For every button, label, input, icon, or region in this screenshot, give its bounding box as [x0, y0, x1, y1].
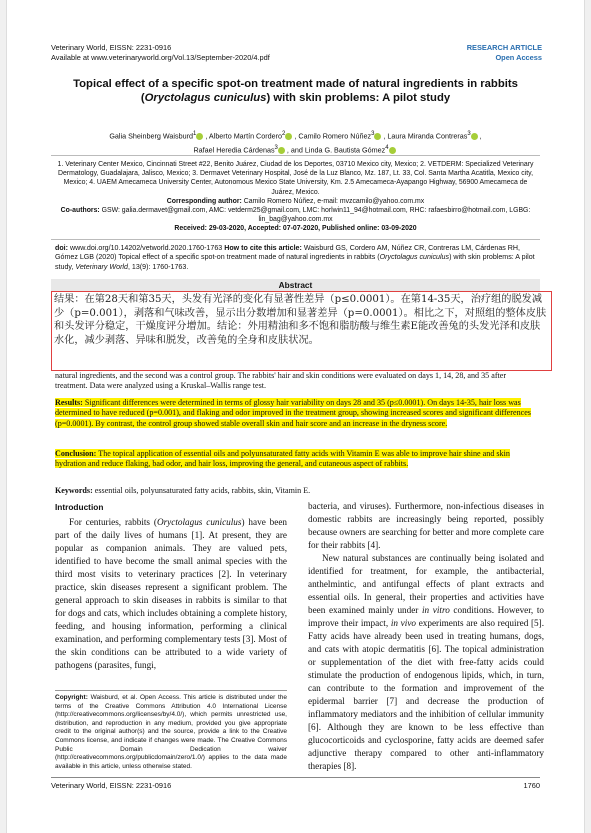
dates-line: Received: 29-03-2020, Accepted: 07-07-2020, Published online: 03-09-2020 [174, 225, 417, 233]
footer-journal: Veterinary World, EISSN: 2231-0916 [51, 781, 172, 790]
section-heading-introduction: Introduction [55, 502, 104, 512]
paper-title: Topical effect of a specific spot-on treatment made of natural ingredients in rabbits (Oryctolagus cuniculus) with skin problems: A pilot study [73, 78, 518, 104]
orcid-icon[interactable] [374, 133, 381, 140]
affiliations [55, 160, 536, 234]
divider [51, 239, 540, 240]
corresponding-author: Corresponding author: Camilo Romero Núñez, e-mail: mvzcamilo@yahoo.com.mx [166, 197, 425, 205]
paragraph: bacteria, and viruses). Furthermore, non-infectious diseases in domestic rabbits are increasingly being reported, possibly because owners are searching for better and more complete care for their rabbits [4]. [308, 501, 544, 550]
co-authors: Co-authors: GSW: galia.dermavet@gmail.com, AMC: vetderm25@gmail.com, LMC: horlwin11_94@hotmail.com, RHC: rafaesbirro@hotmail.com, LGBG: lin_bag@yahoo.com.mx [60, 207, 531, 224]
author-name: Galia Sheinberg Waisburd [109, 131, 193, 141]
author-name: Linda G. Bautista Gómez [304, 145, 386, 155]
divider [51, 155, 540, 156]
paragraph: New natural substances are continually being isolated and identified for treatment, for example, the antibacterial, anthelmintic, and antifungal effects of plant extracts and essential oils. In general, their properties and activities have been examined mainly under in vitro conditions. However, to improve their impact, in vivo experiments are also required [5]. Fatty acids have already been used in treating humans, dogs, and cats with atopic dermatitis [6]. The topical administration or supplementation of the diet with free-fatty acids could stimulate the production of endogenous lipids, which, in turn, can contribute to the formation and improvement of the epidermal barrier [7] and decrease the production of inflammatory mediators and the inhibition of cellular immunity [6]. Although they are known to be less effective than glucocorticoids and cyclosporine, fatty acids are deemed safer adjunctive therapy compared to other anti-inflammatory therapies [8]. [308, 553, 544, 771]
translation-overlay: 结果：在第28天和第35天，头发有光泽的变化有显著性差异（p≤0.0001）。在第14-35天，治疗组的脱发减少（p=0.001），剥落和气味改善，显示出分数增加和显著差异（p=0.0001）。相比之下，对照组的整体皮肤和头发评分稳定，干燥度评分增加。结论：外用精油和多不饱和脂肪酸与维生素E能改善兔的头发光泽和皮肤水化，减少剥落、异味和脱发，改善兔的全身和皮肤状况。 [51, 291, 552, 371]
article-type-header [467, 43, 542, 63]
orcid-icon[interactable] [196, 133, 203, 140]
footer-divider [51, 777, 540, 778]
author-name: Camilo Romero Núñez [298, 131, 372, 141]
page-number: 1760 [523, 781, 540, 790]
orcid-icon[interactable] [285, 133, 292, 140]
author-name: Laura Miranda Contreras [387, 131, 468, 141]
affiliation-text: 1. Veterinary Center Mexico, Cincinnati Street #22, Benito Juárez, Ciudad de los Deportes, 03710 Mexico city, Mexico; 2. VETDERM: Specialized Veterinary Dermatology, Guadalajara, Jalisco, Mexico; 3. Dermavet Veterinary Hospital, José de la Luz Blanco, Mz. 187, Lt. 33, Col. Santa Martha Acatitla, Mexico city, Mexico; 4. UAEM Amecameca University Center, Autonomous Mexico State University, Km. 2.5 Amecameca-Ayapango Highway, 56900 Amecameca de Juárez, Mexico. [57, 161, 534, 196]
author-name: Alberto Martín Cordero [208, 131, 283, 141]
abstract-heading: Abstract [51, 279, 540, 291]
journal-line: Veterinary World, EISSN: 2231-0916 [51, 43, 172, 52]
doi-link[interactable]: www.doi.org/10.14202/vetworld.2020.1760-1763 [69, 244, 223, 252]
body-column-right [308, 500, 544, 773]
author-list: Galia Sheinberg Waisburd$^1$ , Alberto Martín Cordero$^2$ , Camilo Romero Núñez$^3$ , Laura Miranda Contreras$^3$ , Rafael Heredia Cárdenas$^3$ , and Linda G. Bautista Gómez$^4$ [109, 131, 482, 155]
article-type: RESEARCH ARTICLE [466, 43, 542, 52]
paper-page [6, 0, 585, 833]
copyright-notice: Copyright: Waisburd, et al. Open Access. This article is distributed under the terms of the Creative Commons Attribution 4.0 International License (http://creativecommons.org/licenses/by/4.0/), which permits unrestricted use, distribution, and reproduction in any medium, provided you give appropriate credit to the original author(s) and the source, provide a link to the Creative Commons license, and indicate if changes were made. The Creative Commons Public Domain Dedication waiver (http://creativecommons.org/publicdomain/zero/1.0/) applies to the data made available in this article, unless otherwise stated. [55, 690, 287, 771]
abstract-methods-tail: natural ingredients, and the second was a control group. The rabbits' hair and skin conditions were evaluated on days 1, 14, 28, and 35 after treatment. Data were analyzed using a Kruskal–Wallis range test. [55, 371, 507, 391]
orcid-icon[interactable] [471, 133, 478, 140]
abstract-conclusion: Conclusion: The topical application of essential oils and polyunsaturated fatty acids with Vitamin E was able to improve hair shine and skin hydration and reduce flaking, bad odor, and hair loss, improving the general, and cutaneous aspect of rabbits. [55, 449, 510, 469]
available-line[interactable]: Available at www.veterinaryworld.org/Vol.13/September-2020/4.pdf [51, 53, 270, 62]
open-access-label: Open Access [495, 53, 542, 62]
body-column-left [55, 516, 287, 672]
keywords: Keywords: essential oils, polyunsaturated fatty acids, rabbits, skin, Vitamin E. [55, 486, 311, 495]
doi-citation: doi: www.doi.org/10.14202/vetworld.2020.1760-1763 How to cite this article: Waisburd GS, Cordero AM, Núñez CR, Contreras LM, Cárdenas RH, Gómez LGB (2020) Topical effect of a specific spot-on treatment made of natural ingredients in rabbits (Oryctolagus cuniculus) with skin problems: A pilot study, Veterinary World, 13(9): 1760-1763. [55, 244, 535, 271]
orcid-icon[interactable] [389, 147, 396, 154]
journal-header [51, 43, 270, 63]
author-name: Rafael Heredia Cárdenas [193, 145, 275, 155]
orcid-icon[interactable] [278, 147, 285, 154]
paragraph: For centuries, rabbits (Oryctolagus cuniculus) have been part of the daily lives of humans [1]. At present, they are popular as companion animals. They are valued pets, identified to have become the small animal species with the third most visits to veterinary practices [2]. In veterinary practice, skin diseases represent a significant problem. The general approach to skin diseases in rabbits is similar to that for dogs and cats, which includes obtaining a complete history, feeding, and housing information, performing a clinical examination, and performing complementary tests [3]. Most of the skin conditions can be attributed to a wide variety of pathogens (parasites, fungi, [55, 517, 288, 670]
abstract-results: Results: Significant differences were determined in terms of glossy hair variability on days 28 and 35 (p≤0.0001). On days 14-35, hair loss was determined to have reduced (p=0.001), and flaking and odor improved in the treatment group, showing increased scores and significant differences (p=0.0001). By contrast, the control group showed stable overall skin and hair score and an increase in the dryness score. [55, 398, 531, 428]
